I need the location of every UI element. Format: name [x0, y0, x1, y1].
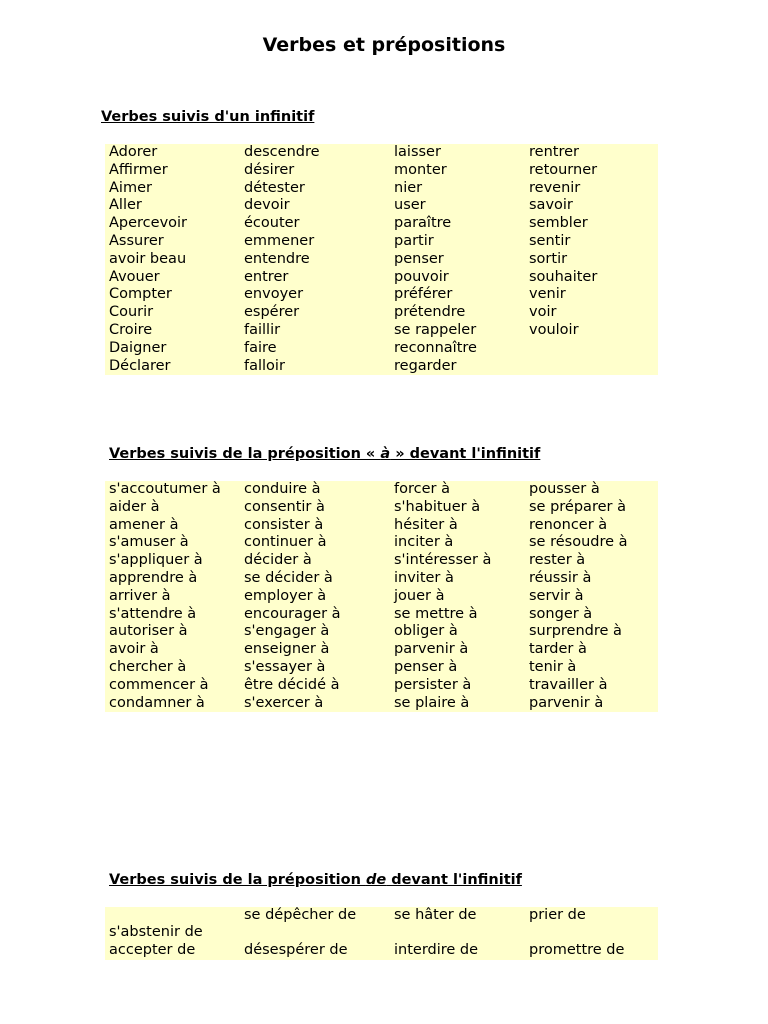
verb-cell: avoir à [109, 641, 159, 658]
verb-cell: parvenir à [529, 694, 604, 711]
table-row [105, 197, 658, 215]
verb-cell: enseigner à [244, 641, 330, 658]
table-row [105, 144, 658, 162]
verb-cell: se préparer à [529, 498, 626, 515]
section-heading-infinitif: Verbes suivis d'un infinitif [101, 109, 315, 125]
verb-cell: inviter à [394, 569, 454, 586]
verb-cell: sembler [529, 215, 588, 232]
table-row [105, 942, 658, 960]
verb-cell: sortir [529, 250, 568, 267]
verb-cell: nier [394, 179, 423, 196]
verb-cell: s'abstenir de [109, 924, 203, 941]
verb-cell: s'engager à [244, 623, 330, 640]
verb-cell: reconnaître [394, 339, 477, 356]
verb-cell: arriver à [109, 587, 171, 604]
verb-cell: descendre [244, 144, 320, 160]
verb-cell: se résoudre à [529, 534, 628, 551]
heading-text: devant l'infinitif [386, 872, 522, 888]
verb-cell: se plaire à [394, 694, 470, 711]
verb-cell: s'exercer à [244, 694, 324, 711]
verb-cell [525, 358, 658, 376]
verb-cell: réussir à [529, 569, 592, 586]
verb-cell: songer à [529, 605, 593, 622]
verb-cell: continuer à [244, 534, 327, 551]
verb-cell: désirer [244, 161, 295, 178]
verb-cell: Aimer [109, 179, 152, 196]
verb-cell: s'habituer à [394, 498, 481, 515]
table-row [105, 623, 658, 641]
verb-cell: Avouer [109, 268, 160, 285]
verb-cell: Courir [109, 304, 154, 321]
verb-cell: rester à [529, 552, 586, 569]
verb-cell: employer à [244, 587, 327, 604]
table-row [105, 322, 658, 340]
table-row [105, 481, 658, 499]
verb-cell: désespérer de [244, 942, 348, 958]
verb-cell: entendre [244, 250, 310, 267]
verb-cell: s'intéresser à [394, 552, 492, 569]
verb-cell: Croire [109, 321, 153, 338]
verb-cell: Aller [109, 197, 142, 214]
verb-cell: inciter à [394, 534, 454, 551]
verb-cell: décider à [244, 552, 312, 569]
verb-cell: Déclarer [109, 357, 171, 374]
table-row [105, 534, 658, 552]
verb-cell: servir à [529, 587, 584, 604]
verb-cell: espérer [244, 304, 300, 321]
verb-cell: vouloir [529, 321, 579, 338]
table-row [105, 695, 658, 713]
verb-cell: faillir [244, 321, 281, 338]
verb-cell: accepter de [109, 942, 196, 958]
verb-cell: Apercevoir [109, 215, 188, 232]
heading-emphasis: à [380, 446, 391, 462]
verb-cell: Assurer [109, 232, 164, 249]
table-row [105, 907, 658, 942]
verb-cell: conduire à [244, 481, 321, 497]
verb-cell: prier de [529, 907, 586, 923]
verb-cell: venir [529, 286, 566, 303]
verb-cell: rentrer [529, 144, 579, 160]
verb-cell: souhaiter [529, 268, 598, 285]
table-row [105, 180, 658, 198]
verb-table-infinitif [105, 144, 658, 375]
verb-cell: promettre de [529, 942, 625, 958]
verb-cell: détester [244, 179, 305, 196]
verb-cell: s'amuser à [109, 534, 189, 551]
verb-cell: s'accoutumer à [109, 481, 221, 497]
verb-cell: revenir [529, 179, 581, 196]
verb-cell: envoyer [244, 286, 304, 303]
verb-cell: voir [529, 304, 557, 321]
verb-cell: obliger à [394, 623, 458, 640]
verb-cell: tenir à [529, 658, 577, 675]
table-row [105, 251, 658, 269]
table-row [105, 517, 658, 535]
verb-cell: se mettre à [394, 605, 478, 622]
table-row [105, 606, 658, 624]
table-row [105, 233, 658, 251]
table-row [105, 659, 658, 677]
verb-cell: persister à [394, 676, 472, 693]
heading-text: Verbes suivis de la préposition [109, 872, 366, 888]
verb-cell: se hâter de [394, 907, 477, 923]
verb-cell: entrer [244, 268, 289, 285]
verb-cell: Daigner [109, 339, 167, 356]
verb-cell: écouter [244, 215, 300, 232]
table-row [105, 499, 658, 517]
section-heading-preposition-a [109, 446, 540, 462]
verb-cell: prétendre [394, 304, 466, 321]
verb-cell: Adorer [109, 144, 158, 160]
verb-cell: s'attendre à [109, 605, 197, 622]
table-row [105, 269, 658, 287]
verb-cell: partir [394, 232, 434, 249]
verb-cell: se décider à [244, 569, 333, 586]
table-row [105, 677, 658, 695]
verb-cell: consister à [244, 516, 324, 533]
verb-cell: travailler à [529, 676, 608, 693]
page-title: Verbes et prépositions [262, 34, 506, 56]
verb-cell: sentir [529, 232, 571, 249]
verb-cell [525, 340, 658, 358]
verb-cell: penser [394, 250, 444, 267]
verb-cell: monter [394, 161, 447, 178]
table-row [105, 641, 658, 659]
verb-cell: apprendre à [109, 569, 198, 586]
verb-cell: préférer [394, 286, 453, 303]
verb-table-preposition-a [105, 481, 658, 712]
heading-text: Verbes suivis de la préposition « [109, 446, 381, 462]
heading-text: » devant l'infinitif [390, 446, 541, 462]
heading-emphasis: de [365, 872, 387, 888]
verb-cell: être décidé à [244, 676, 340, 693]
verb-cell: s'appliquer à [109, 552, 203, 569]
verb-cell: user [394, 197, 426, 214]
verb-cell: avoir beau [109, 250, 187, 267]
verb-cell: amener à [109, 516, 179, 533]
verb-cell: se rappeler [394, 321, 477, 338]
verb-cell: chercher à [109, 658, 187, 675]
verb-cell: s'essayer à [244, 658, 326, 675]
verb-cell: tarder à [529, 641, 587, 658]
verb-cell: renoncer à [529, 516, 608, 533]
verb-cell: pouvoir [394, 268, 449, 285]
table-row [105, 215, 658, 233]
verb-cell: paraître [394, 215, 452, 232]
verb-cell: commencer à [109, 676, 209, 693]
verb-cell: faire [244, 339, 277, 356]
verb-cell: encourager à [244, 605, 341, 622]
table-row [105, 162, 658, 180]
verb-cell: devoir [244, 197, 290, 214]
verb-cell: laisser [394, 144, 441, 160]
verb-cell: parvenir à [394, 641, 469, 658]
verb-cell: retourner [529, 161, 598, 178]
verb-cell: forcer à [394, 481, 450, 497]
verb-cell: jouer à [394, 587, 445, 604]
table-row [105, 588, 658, 606]
verb-cell: emmener [244, 232, 315, 249]
verb-cell: se dépêcher de [244, 907, 357, 923]
verb-cell: pousser à [529, 481, 600, 497]
verb-table-preposition-de [105, 907, 658, 960]
verb-cell: savoir [529, 197, 573, 214]
table-row [105, 570, 658, 588]
table-row [105, 286, 658, 304]
verb-cell: penser à [394, 658, 458, 675]
verb-cell: aider à [109, 498, 160, 515]
table-row [105, 552, 658, 570]
verb-cell: autoriser à [109, 623, 188, 640]
verb-cell: Compter [109, 286, 172, 303]
verb-cell: regarder [394, 357, 457, 374]
verb-cell: surprendre à [529, 623, 622, 640]
table-row [105, 358, 658, 376]
table-row [105, 340, 658, 358]
table-row [105, 304, 658, 322]
verb-cell: consentir à [244, 498, 325, 515]
verb-cell: hésiter à [394, 516, 458, 533]
verb-cell: falloir [244, 357, 285, 374]
verb-cell: condamner à [109, 694, 205, 711]
verb-cell: interdire de [394, 942, 479, 958]
verb-cell: Affirmer [109, 161, 168, 178]
section-heading-preposition-de [109, 872, 522, 888]
